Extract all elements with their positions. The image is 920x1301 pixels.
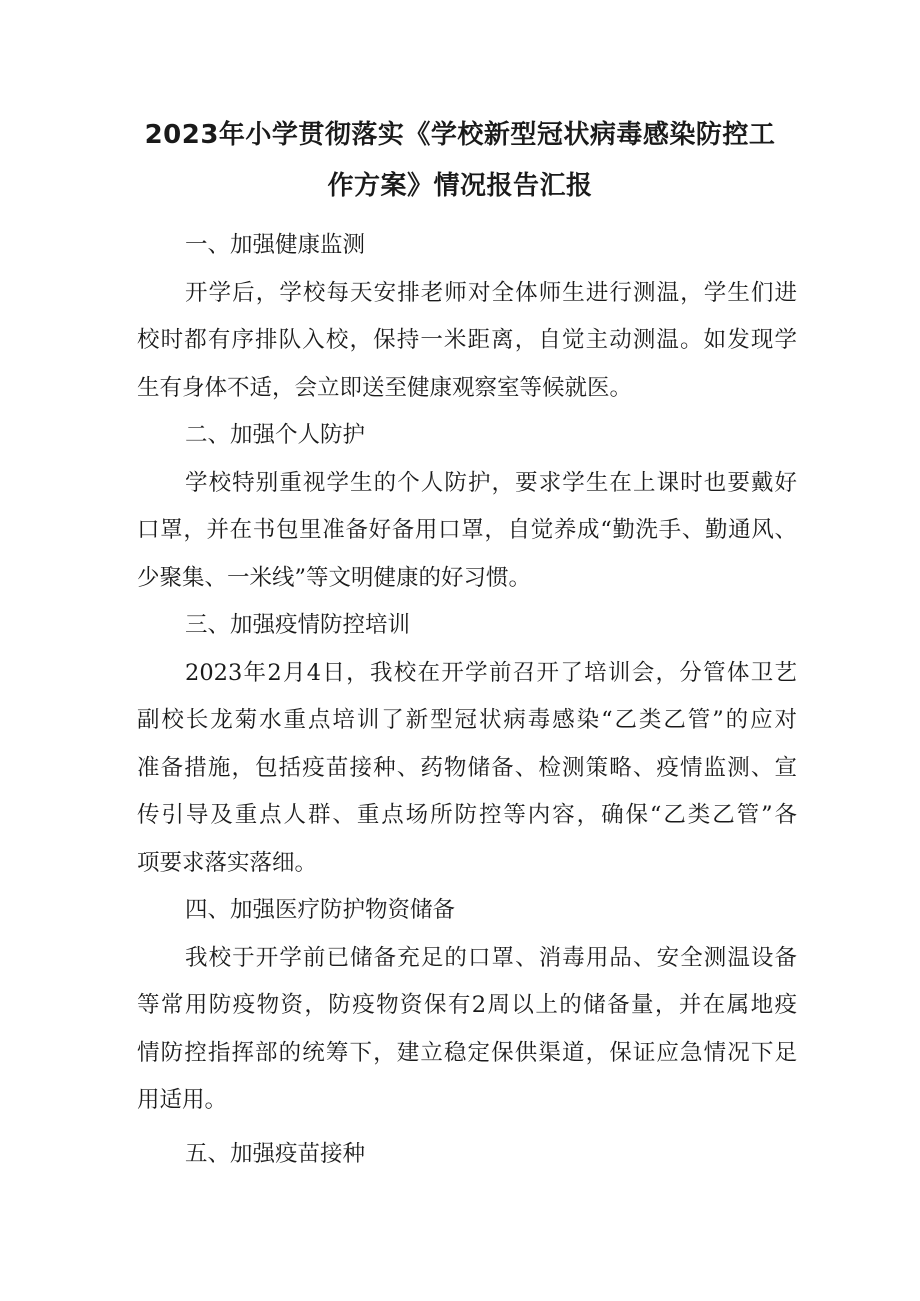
section-heading: 五、加强疫苗接种 [185,1140,366,1167]
document-title-line-1: 2023年小学贯彻落实《学校新型冠状病毒感染防控工 [144,120,776,150]
paragraph-line: 学校特别重视学生的个人防护，要求学生在上课时也要戴好 [185,469,797,496]
paragraph-line: 用适用。 [137,1087,228,1113]
paragraph-line: 我校于开学前已储备充足的口罩、消毒用品、安全测温设备 [185,944,797,971]
paragraph-line: 情防控指挥部的统筹下，建立稳定保供渠道，保证应急情况下足 [137,1039,797,1066]
paragraph-line: 少聚集、一米线”等文明健康的好习惯。 [137,564,532,591]
paragraph-line: 校时都有序排队入校，保持一米距离，自觉主动测温。如发现学 [137,327,797,353]
document-title-line-2: 作方案》情况报告汇报 [327,171,593,201]
section-heading: 一、加强健康监测 [185,232,366,258]
paragraph-line: 项要求落实落细。 [137,849,318,876]
section-heading: 四、加强医疗防护物资储备 [185,897,456,923]
paragraph-line: 副校长龙菊水重点培训了新型冠状病毒感染“乙类乙管”的应对 [137,707,797,733]
paragraph-line: 开学后，学校每天安排老师对全体师生进行测温，学生们进 [185,279,797,306]
paragraph-line: 2023年2月4日，我校在开学前召开了培训会，分管体卫艺 [185,659,797,686]
paragraph-line: 传引导及重点人群、重点场所防控等内容，确保“乙类乙管”各 [137,802,797,828]
document-body [137,222,797,1178]
paragraph-line: 等常用防疫物资，防疫物资保有2周以上的储备量，并在属地疫 [137,992,797,1018]
section-heading: 二、加强个人防护 [185,422,366,448]
paragraph-line: 口罩，并在书包里准备好备用口罩，自觉养成“勤洗手、勤通风、 [137,517,797,543]
paragraph-line: 生有身体不适，会立即送至健康观察室等候就医。 [137,374,633,401]
paragraph-line: 准备措施，包括疫苗接种、药物储备、检测策略、疫情监测、宣 [137,754,797,781]
section-heading: 三、加强疫情防控培训 [185,612,411,638]
